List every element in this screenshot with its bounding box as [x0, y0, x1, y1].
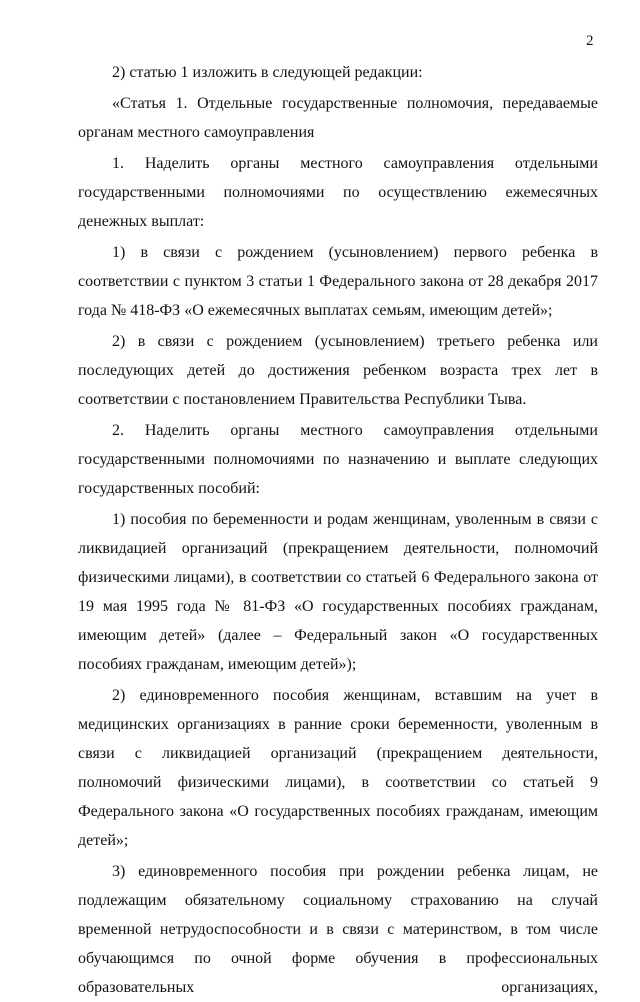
paragraph-subitem-1-1: 1) в связи с рождением (усыновлением) первого ребенка в соответствии с пунктом 3 статьи 1 Федерального закона от 28 декабря 2017 года № 418-ФЗ «О ежемесячных выплатах семьям, имеющим детей»; — [78, 244, 598, 319]
page-number: 2 — [586, 33, 594, 49]
paragraph-item-2: 2. Наделить органы местного самоуправления отдельными государственными полномочиями по назначению и выплате следующих государственных пособий: — [78, 422, 598, 497]
paragraph-article-title: «Статья 1. Отдельные государственные полномочия, передаваемые органам местного самоуправления — [78, 95, 598, 141]
document-body — [78, 58, 598, 1002]
paragraph-subitem-2-1: 1) пособия по беременности и родам женщинам, уволенным в связи с ликвидацией организаций (прекращением деятельности, полномочий физическими лицами), в соответствии со статьей 6 Федерального закона от 19 мая 1995 года № 81-ФЗ «О государственных пособиях гражданам, имеющим детей» (далее – Федеральный закон «О государственных пособиях гражданам, имеющим детей»); — [78, 511, 598, 673]
paragraph-subitem-2-3: 3) единовременного пособия при рождении ребенка лицам, не подлежащим обязательному социальному страхованию на случай временной нетрудоспособности и в связи с материнством, в том числе обучающимся по очной форме обучения в профессиональных образовательных организациях, — [78, 863, 598, 996]
paragraph-subitem-1-2: 2) в связи с рождением (усыновлением) третьего ребенка или последующих детей до достижения ребенком возраста трех лет в соответствии с постановлением Правительства Республики Тыва. — [78, 333, 598, 408]
paragraph-subitem-2-2: 2) единовременного пособия женщинам, вставшим на учет в медицинских организациях в ранние сроки беременности, уволенным в связи с ликвидацией организаций (прекращением деятельности, полномочий физическими лицами), в соответствии со статьей 9 Федерального закона «О государственных пособиях гражданам, имеющим детей»; — [78, 687, 598, 849]
paragraph-item-1: 1. Наделить органы местного самоуправления отдельными государственными полномочиями по осуществлению ежемесячных денежных выплат: — [78, 155, 598, 230]
paragraph-article-amendment: 2) статью 1 изложить в следующей редакции: — [112, 64, 423, 81]
